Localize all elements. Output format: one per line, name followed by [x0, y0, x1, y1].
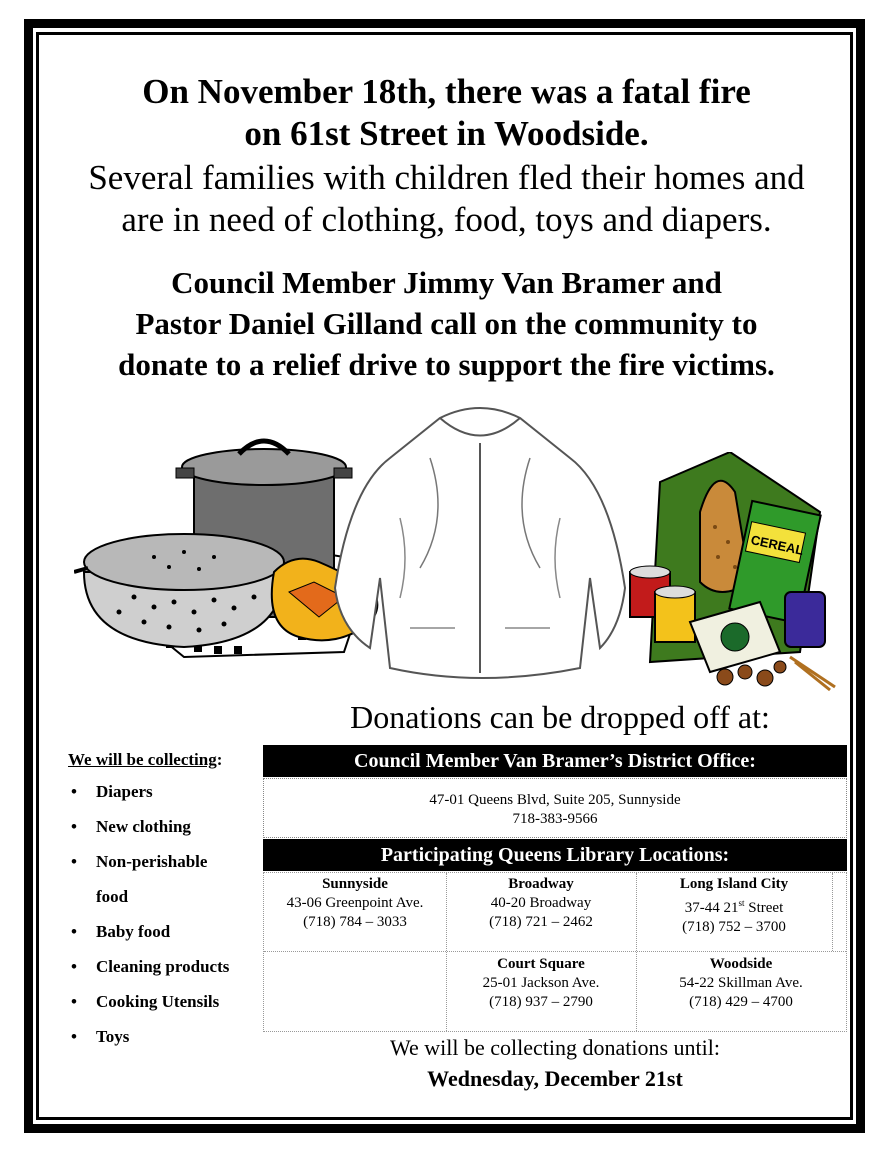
list-item-label: Toys	[96, 1027, 130, 1046]
branch-name: Woodside	[709, 956, 773, 972]
deadline-label: We will be collecting donations until:	[390, 1035, 720, 1060]
list-item: • New clothing	[71, 817, 191, 836]
list-item-label: food	[96, 887, 129, 906]
headline-bold	[40, 71, 853, 155]
branch-name: Long Island City	[679, 876, 789, 892]
list-item-label: Diapers	[96, 782, 153, 801]
list-item-label: Baby food	[96, 922, 171, 941]
grid-divider	[264, 951, 846, 952]
branch-address	[685, 900, 784, 916]
headline-line-1: On November 18th, there was a fatal fire	[142, 72, 751, 111]
office-address: 47-01 Queens Blvd, Suite 205, Sunnyside	[429, 792, 681, 808]
list-item: • Toys	[71, 1027, 130, 1046]
list-item-label: Cleaning products	[96, 957, 230, 976]
jacket-illustration	[330, 398, 630, 688]
deadline-date: Wednesday, December 21st	[427, 1066, 683, 1091]
branch-name: Broadway	[508, 876, 574, 892]
list-item-label: New clothing	[96, 817, 191, 836]
collecting-heading	[68, 750, 222, 770]
collecting-list	[68, 778, 296, 1058]
list-item-continued	[68, 883, 296, 918]
branch-phone: (718) 784 – 3033	[303, 914, 407, 930]
list-item: • Diapers	[71, 782, 153, 801]
branch-long-island-city	[636, 875, 832, 937]
branch-address: 40-20 Broadway	[490, 895, 592, 911]
list-item-label: Non-perishable	[96, 852, 208, 871]
headline-line-2: on 61st Street in Woodside.	[244, 114, 649, 153]
district-office-header: Council Member Van Bramer’s District Office:	[263, 745, 847, 777]
branch-sunnyside	[264, 875, 446, 932]
branch-address-ordinal: st	[738, 898, 745, 908]
branch-phone: (718) 937 – 2790	[489, 994, 593, 1010]
branch-woodside	[636, 955, 846, 1012]
cereal-label: CEREAL	[749, 532, 805, 558]
district-office-info	[263, 778, 847, 838]
branch-address: 25-01 Jackson Ave.	[482, 975, 600, 991]
list-item: • Cooking Utensils	[71, 992, 220, 1011]
list-item: • Cleaning products	[71, 957, 230, 976]
call-line-3: donate to a relief drive to support the fire victims.	[118, 347, 775, 382]
headline-regular	[40, 157, 853, 241]
call-to-action	[40, 262, 853, 385]
list-item: • Baby food	[71, 922, 171, 941]
call-line-1: Council Member Jimmy Van Bramer and	[171, 265, 722, 300]
branch-address: 54-22 Skillman Ave.	[679, 975, 803, 991]
branch-address: 43-06 Greenpoint Ave.	[286, 895, 424, 911]
library-locations-header: Participating Queens Library Locations:	[263, 839, 847, 871]
list-item: • Non-perishable	[71, 852, 208, 871]
collecting-heading-text: We will be collecting	[68, 750, 217, 769]
branch-phone: (718) 721 – 2462	[489, 914, 593, 930]
branch-phone: (718) 429 – 4700	[689, 994, 793, 1010]
branch-phone: (718) 752 – 3700	[682, 919, 786, 935]
call-line-2: Pastor Daniel Gilland call on the community to	[135, 306, 758, 341]
grid-divider	[832, 873, 833, 951]
branch-court-square	[446, 955, 636, 1012]
library-grid	[263, 872, 847, 1032]
branch-address-number: 37-44 21	[684, 900, 739, 916]
headline-line-4: are in need of clothing, food, toys and diapers.	[121, 200, 772, 239]
collecting-heading-colon: :	[216, 750, 223, 769]
headline-line-3: Several families with children fled their homes and	[88, 158, 805, 197]
branch-name: Court Square	[497, 956, 585, 972]
groceries-illustration	[620, 452, 845, 692]
list-item-label: Cooking Utensils	[96, 992, 220, 1011]
dropoff-heading: Donations can be dropped off at:	[350, 699, 770, 735]
branch-name: Sunnyside	[322, 876, 388, 892]
branch-broadway	[446, 875, 636, 932]
branch-address-street: Street	[744, 900, 784, 916]
office-phone: 718-383-9566	[512, 811, 598, 827]
